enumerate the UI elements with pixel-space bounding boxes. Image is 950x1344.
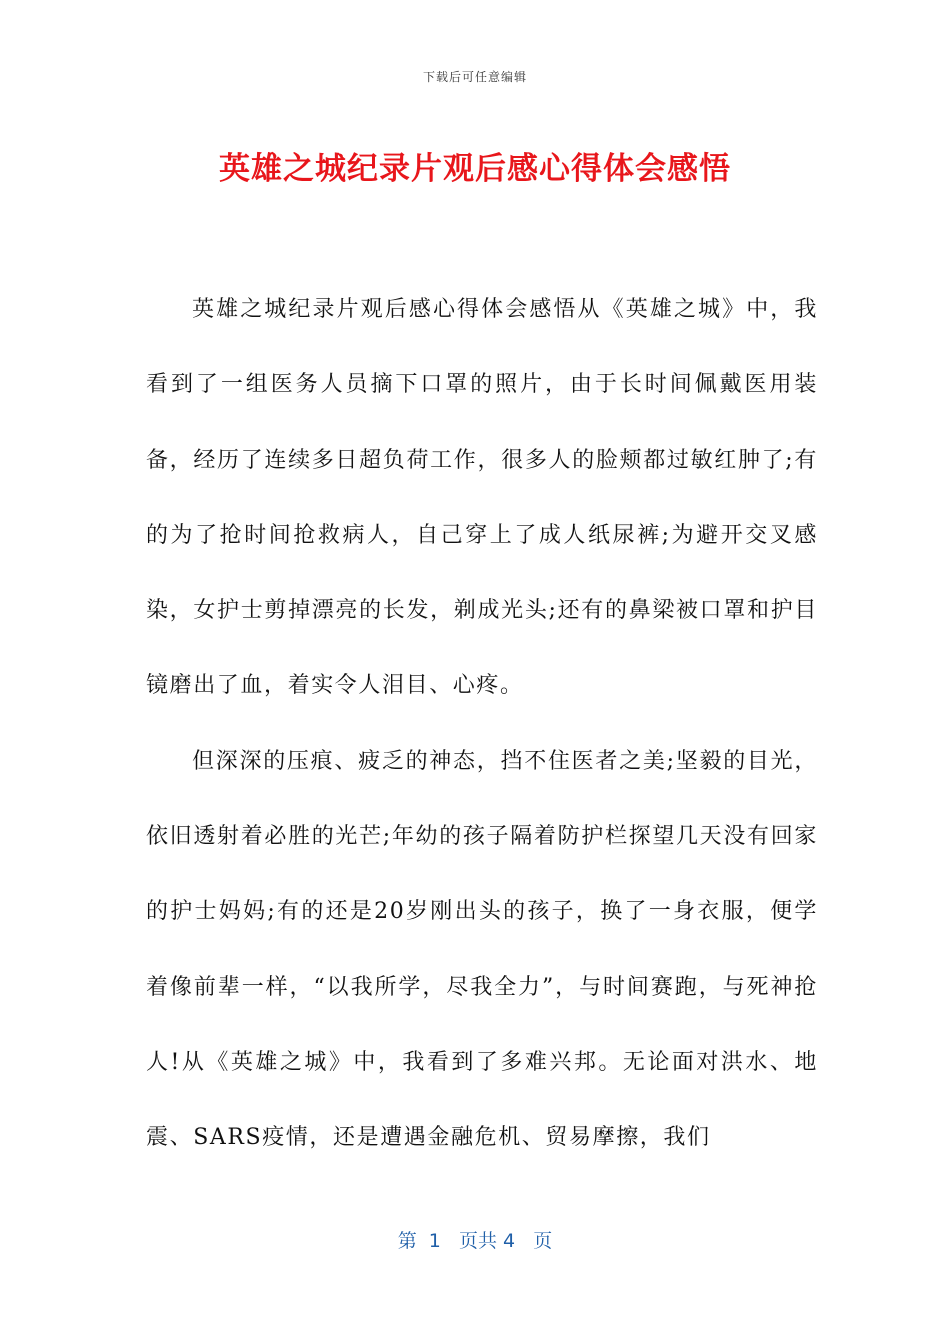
document-title: 英雄之城纪录片观后感心得体会感悟 <box>219 151 731 187</box>
document-body <box>146 272 818 1176</box>
header-note: 下载后可任意编辑 <box>422 70 527 84</box>
page-number: 第 1 页共 4 页 <box>397 1230 553 1252</box>
paragraph-1: 英雄之城纪录片观后感心得体会感悟从《英雄之城》中，我看到了一组医务人员摘下口罩的照片，由于长时间佩戴医用装备，经历了连续多日超负荷工作，很多人的脸颊都过敏红肿了;有的为了抢时间抢救病人，自己穿上了成人纸尿裤;为避开交叉感染，女护士剪掉漂亮的长发，剃成光头;还有的鼻梁被口罩和护目镜磨出了血，着实令人泪目、心疼。 <box>146 297 818 699</box>
paragraph-2: 但深深的压痕、疲乏的神态，挡不住医者之美;坚毅的目光，依旧透射着必胜的光芒;年幼的孩子隔着防护栏探望几天没有回家的护士妈妈;有的还是20岁刚出头的孩子，换了一身衣服，便学着像前辈一样，“以我所学，尽我全力”，与时间赛跑，与死神抢人!从《英雄之城》中，我看到了多难兴邦。无论面对洪水、地震、SARS疫情，还是遭遇金融危机、贸易摩擦，我们 <box>146 748 818 1151</box>
